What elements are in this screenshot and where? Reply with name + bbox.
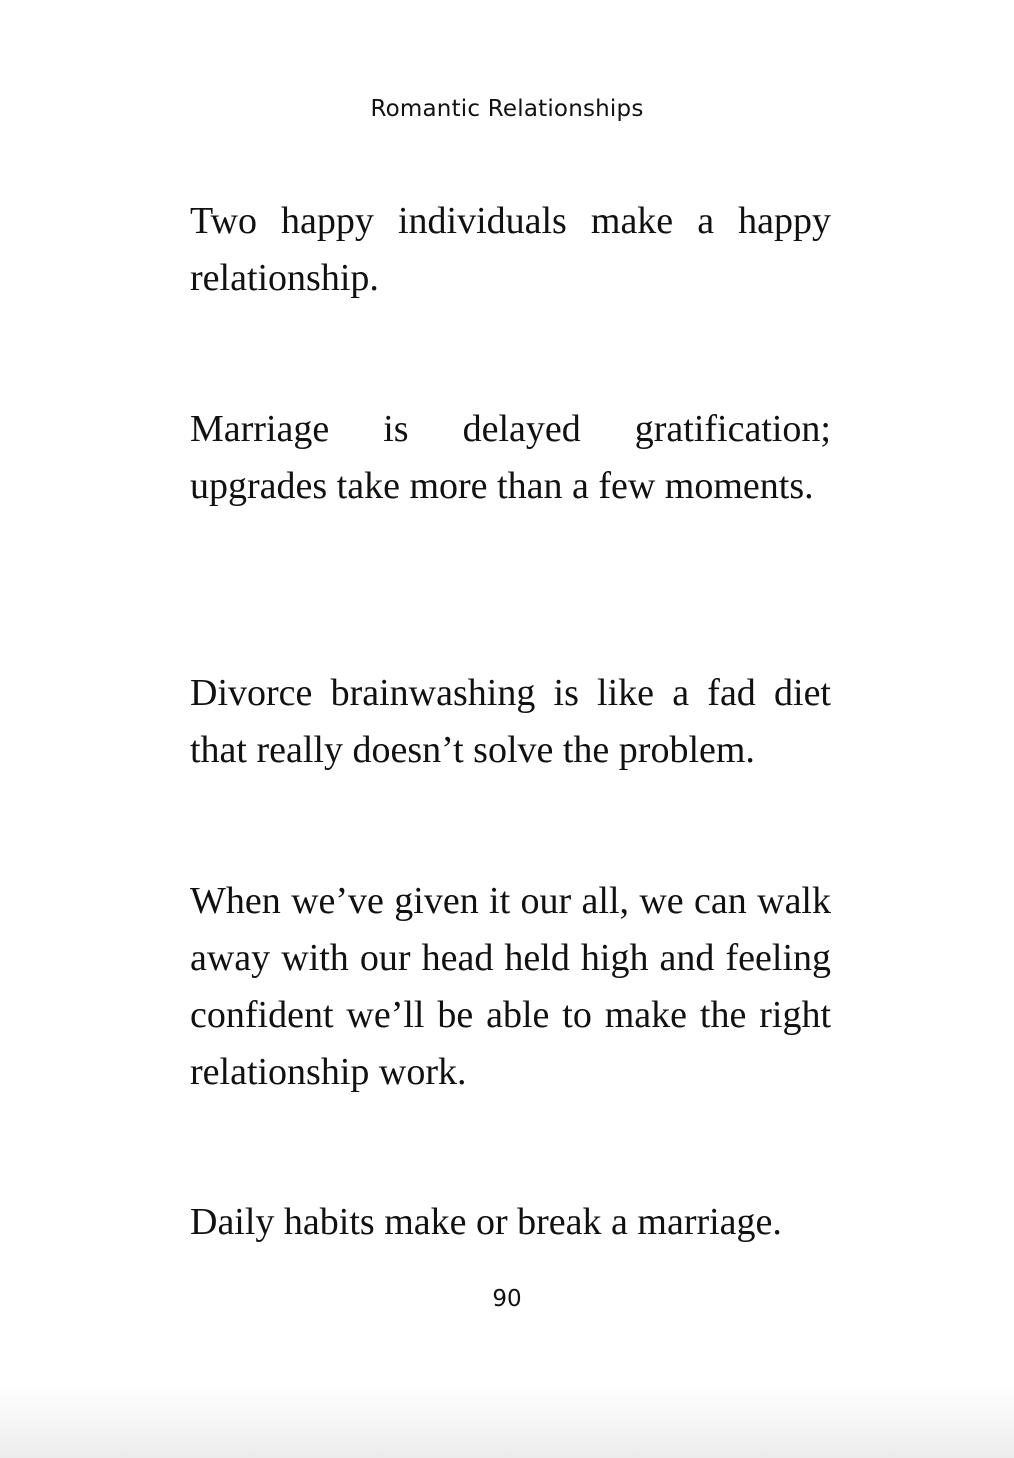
running-header: Romantic Relationships — [370, 96, 644, 122]
quote-paragraph: Two happy individuals make a happy relationship. — [190, 200, 831, 299]
quote-paragraph: When we’ve given it our all, we can walk away with our head held high and feeling confident we’ll be able to make the right relationship work. — [190, 880, 831, 1093]
quote-paragraph: Divorce brainwashing is like a fad diet that really doesn’t solve the problem. — [190, 672, 831, 771]
page-bottom-shadow — [0, 1386, 1014, 1458]
quote-paragraph: Daily habits make or break a marriage. — [190, 1201, 782, 1243]
page-number: 90 — [492, 1286, 522, 1312]
quote-paragraph: Marriage is delayed gratification; upgrades take more than a few moments. — [190, 408, 831, 507]
